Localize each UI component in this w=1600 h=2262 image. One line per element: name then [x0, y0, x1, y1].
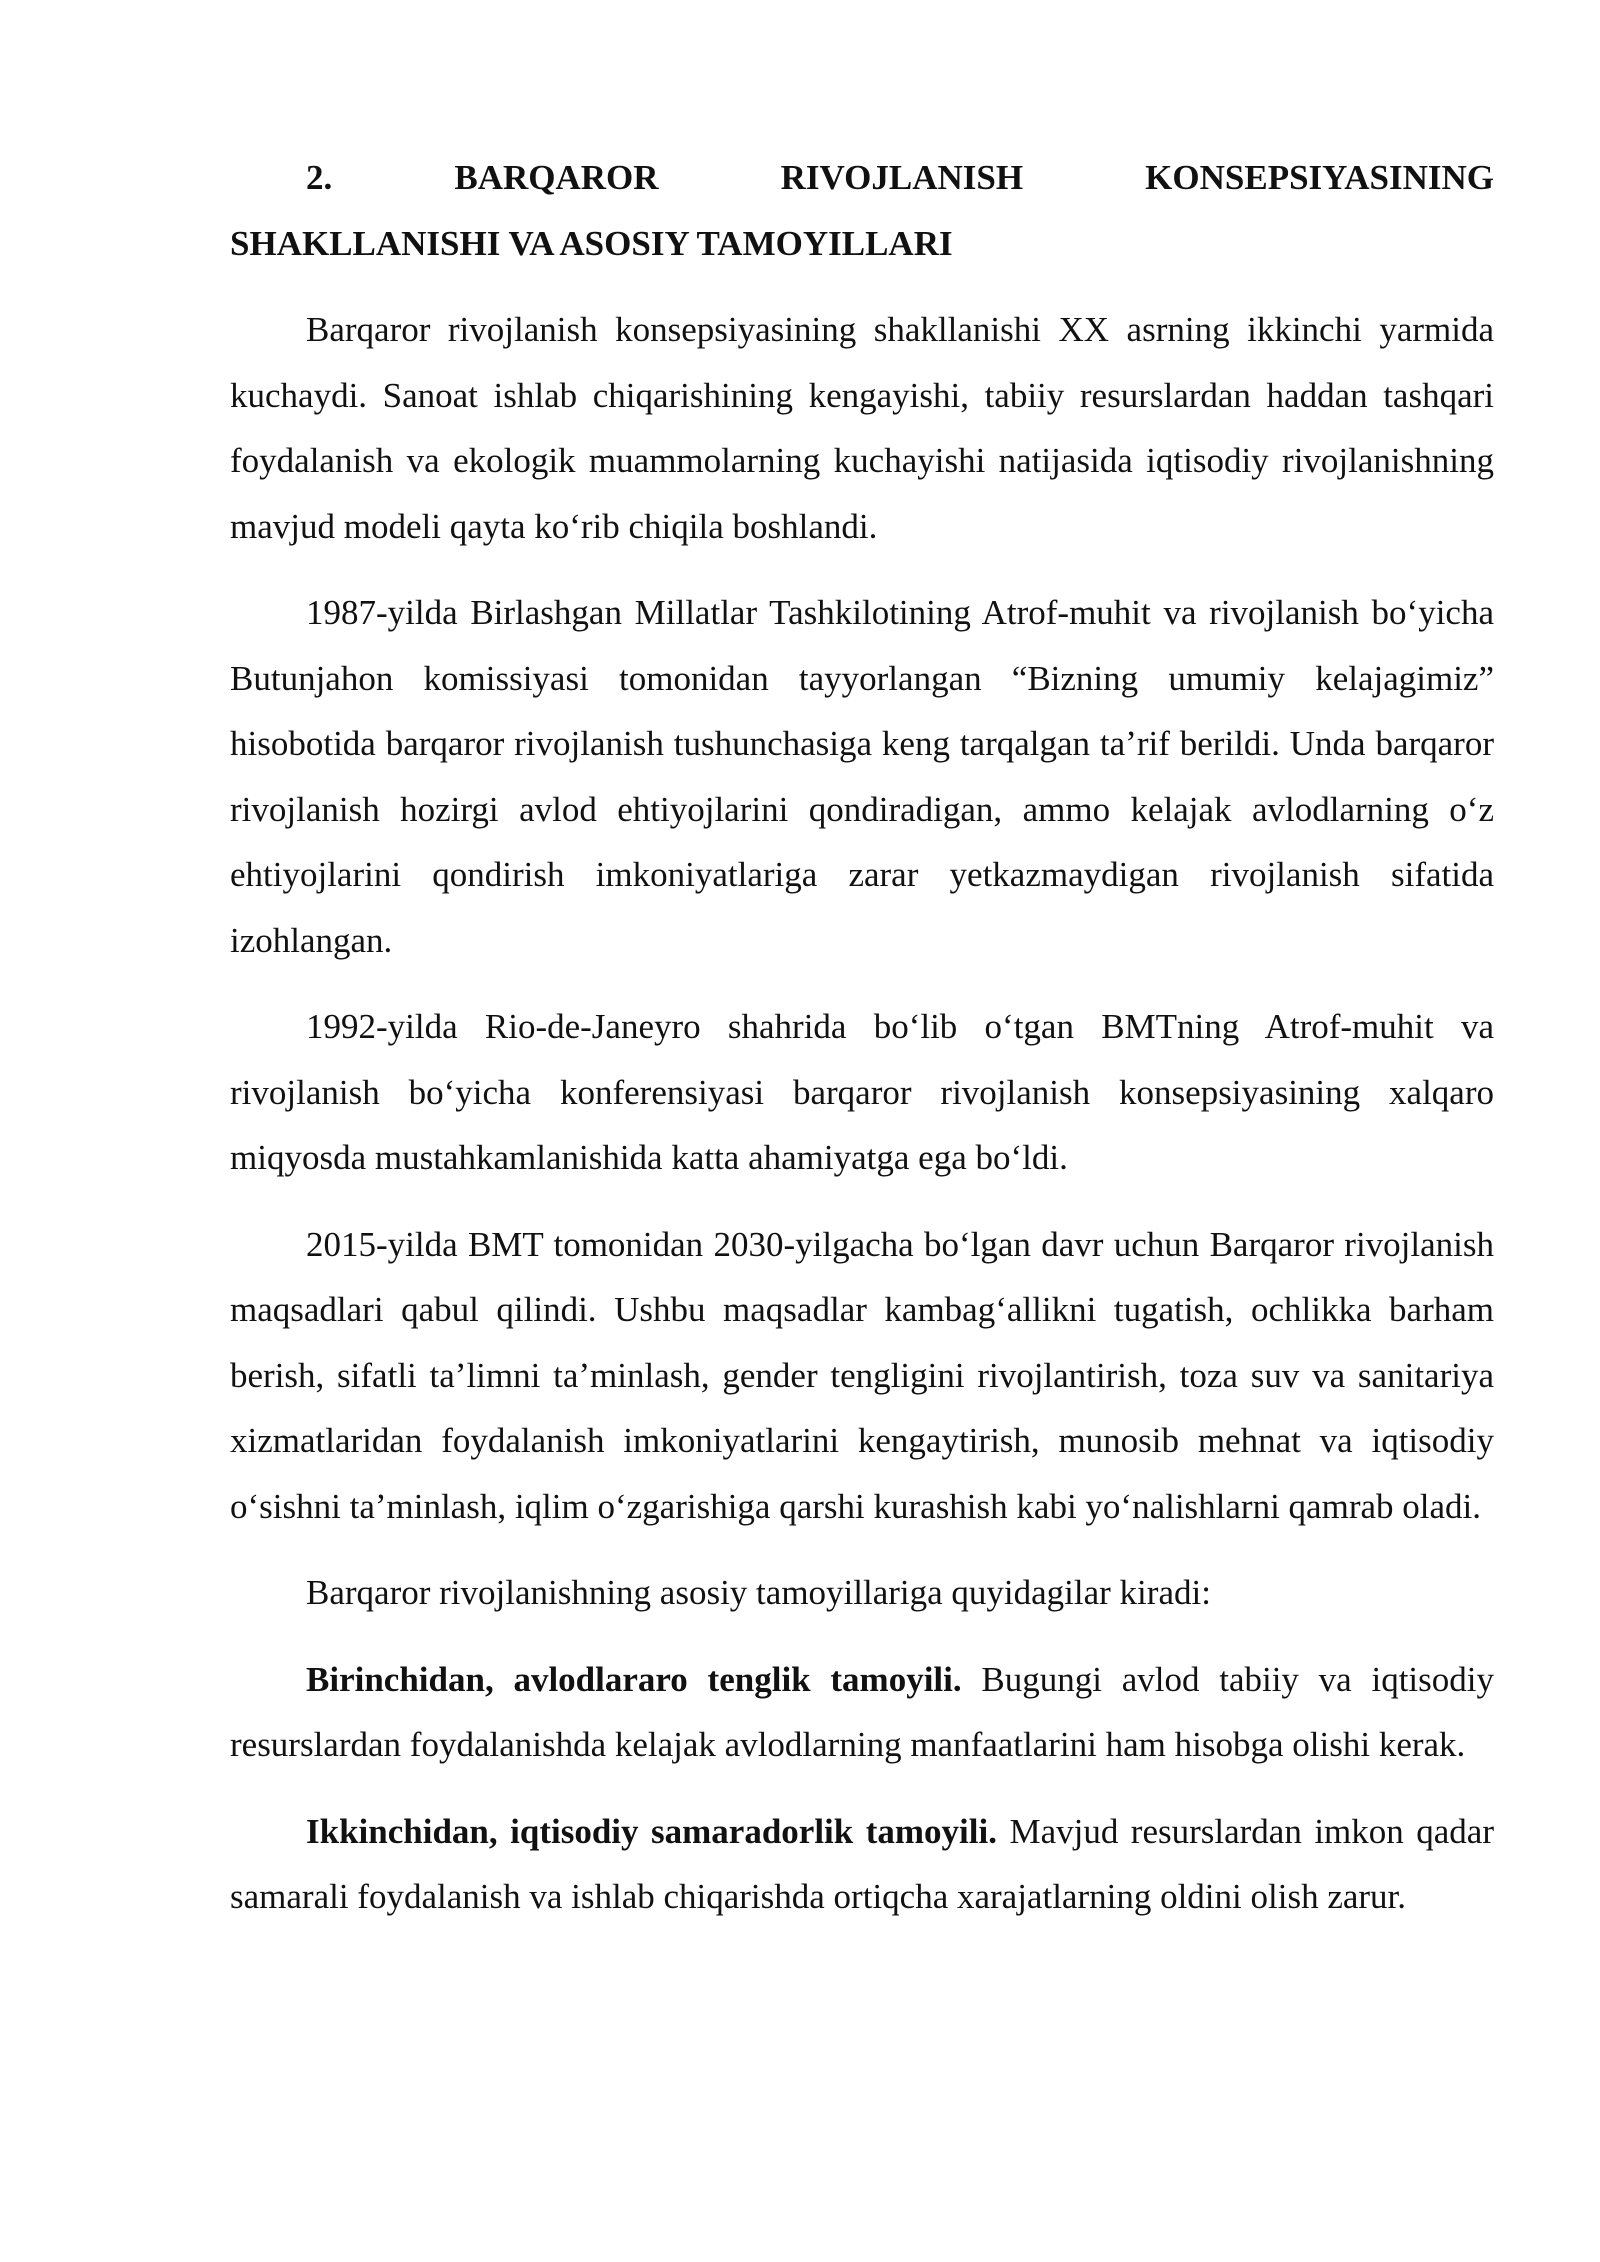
- section-heading-line-2: SHAKLLANISHI VA ASOSIY TAMOYILLARI: [230, 223, 953, 263]
- paragraph: [230, 297, 1494, 559]
- principle-paragraph: [230, 1799, 1494, 1930]
- paragraph-text: Barqaror rivojlanish konsepsiyasining shakllanishi XX asrning ikkinchi yarmida kuchaydi. Sanoat ishlab chiqarishining kengayishi, tabiiy resurslardan haddan tashqari foydalanish va ekologik muammolarning kuchayishi natijasida iqtisodiy rivojlanishning mavjud modeli qayta koʻrib chiqila boshlandi.: [230, 310, 1494, 546]
- paragraph-text: 1992-yilda Rio-de-Janeyro shahrida boʻlib oʻtgan BMTning Atrof-muhit va rivojlanish boʻyicha konferensiyasi barqaror rivojlanish konsepsiyasining xalqaro miqyosda mustahkamlanishida katta ahamiyatga ega boʻldi.: [230, 1007, 1494, 1177]
- section-heading: [230, 145, 1494, 276]
- paragraph: [230, 994, 1494, 1191]
- paragraph-text: 2015-yilda BMT tomonidan 2030-yilgacha boʻlgan davr uchun Barqaror rivojlanish maqsadlari qabul qilindi. Ushbu maqsadlar kambagʻallikni tugatish, ochlikka barham berish, sifatli taʼlimni taʼminlash, gender tengligini rivojlantirish, toza suv va sanitariya xizmatlaridan foydalanish imkoniyatlarini kengaytirish, munosib mehnat va iqtisodiy oʻsishni taʼminlash, iqlim oʻzgarishiga qarshi kurashish kabi yoʻnalishlarni qamrab oladi.: [230, 1224, 1494, 1526]
- paragraph-text: 1987-yilda Birlashgan Millatlar Tashkilotining Atrof-muhit va rivojlanish boʻyicha Butunjahon komissiyasi tomonidan tayyorlangan “Bizning umumiy kelajagimiz” hisobotida barqaror rivojlanish tushunchasiga keng tarqalgan taʼrif berildi. Unda barqaror rivojlanish hozirgi avlod ehtiyojlarini qondiradigan, ammo kelajak avlodlarning oʻz ehtiyojlarini qondirish imkoniyatlariga zarar yetkazmaydigan rivojlanish sifatida izohlangan.: [230, 593, 1494, 960]
- section-heading-line-1: [230, 145, 1494, 211]
- paragraph-text: Barqaror rivojlanishning asosiy tamoyillariga quyidagilar kiradi:: [306, 1573, 1211, 1612]
- paragraph-text: Mavjud resurslardan imkon qadar samarali foydalanish va ishlab chiqarishda ortiqcha xarajatlarning oldini olish zarur.: [230, 1811, 1494, 1916]
- document-page: [230, 145, 1494, 1951]
- paragraph: [230, 580, 1494, 973]
- principle-title: Ikkinchidan, iqtisodiy samaradorlik tamoyili.: [306, 1811, 997, 1851]
- principle-title: Birinchidan, avlodlararo tenglik tamoyili.: [306, 1659, 962, 1699]
- paragraph: [230, 1212, 1494, 1540]
- paragraph: [230, 1560, 1494, 1626]
- section-heading-word: BARQAROR: [454, 158, 659, 197]
- paragraph-text: Bugungi avlod tabiiy va iqtisodiy resurslardan foydalanishda kelajak avlodlarning manfaatlarini ham hisobga olishi kerak.: [230, 1659, 1494, 1764]
- section-number: 2.: [306, 158, 333, 197]
- principle-paragraph: [230, 1647, 1494, 1778]
- section-heading-word: RIVOJLANISH: [780, 158, 1024, 197]
- section-heading-word: KONSEPSIYASINING: [1145, 158, 1494, 197]
